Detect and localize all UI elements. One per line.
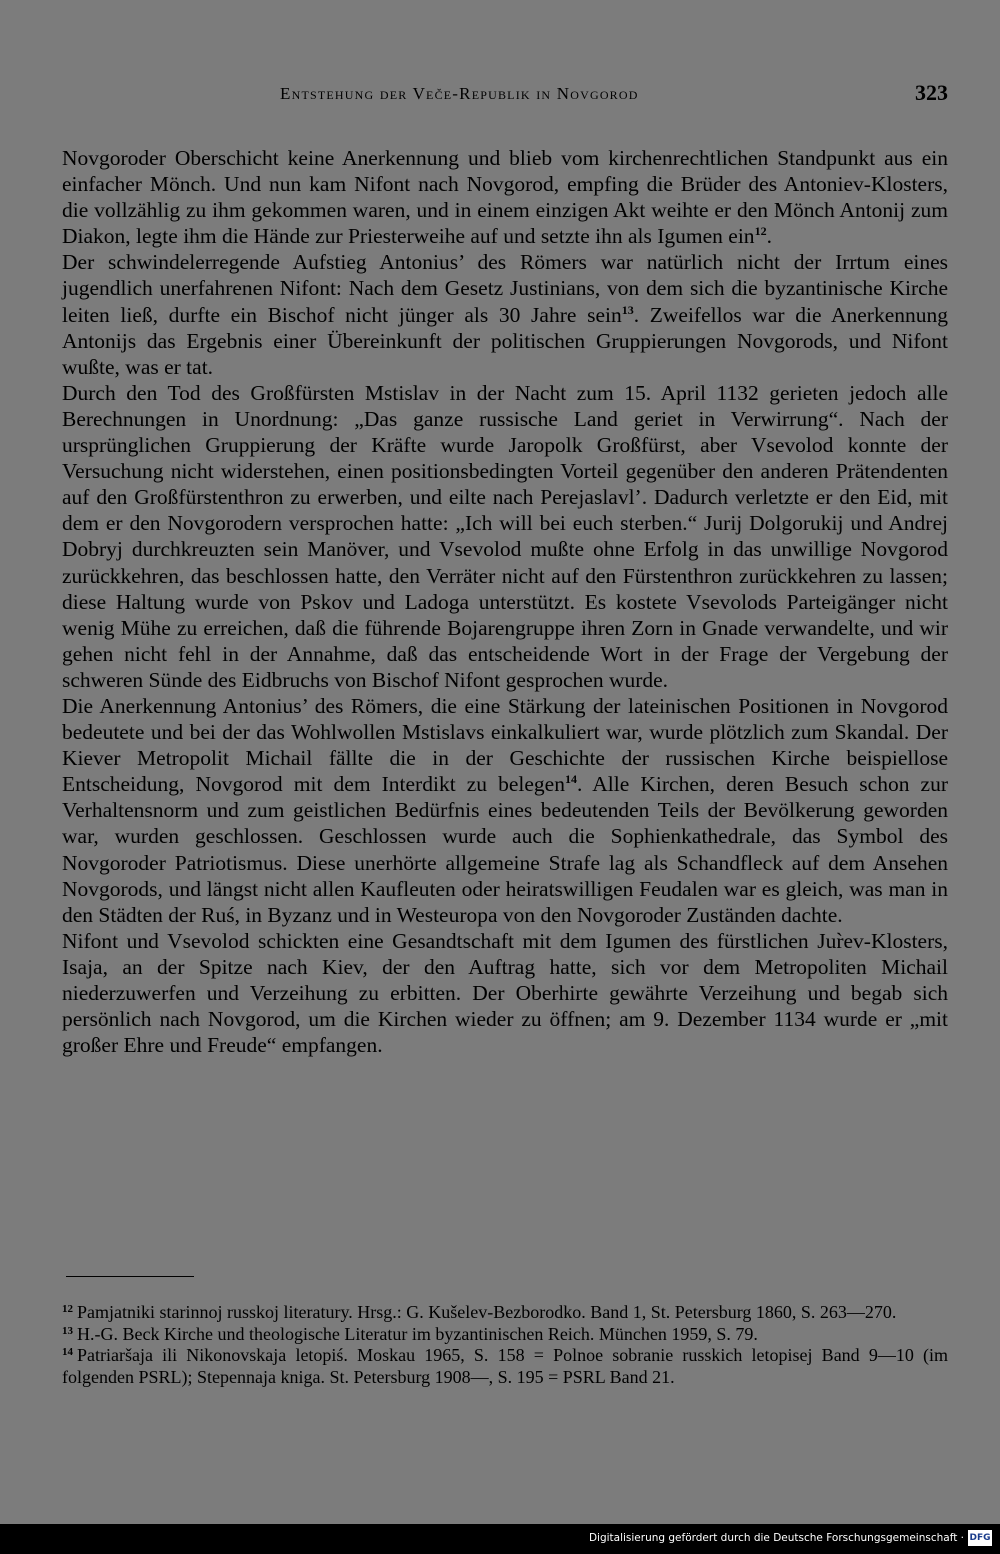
footnote-reference: 13 [621,302,634,317]
page-number: 323 [915,80,948,105]
dfg-logo: DFG [968,1530,992,1546]
footnote-mark: 12 [62,1303,73,1315]
paragraph: Durch den Tod des Großfürsten Mstislav in der Nacht zum 15. April 1132 gerieten jedoch alle Berechnungen in Unordnung: „Das ganze russische Land geriet in Verwirrung“. Nach der ursprünglichen Gruppierung der Kräfte wurde Jaropolk Großfürst, aber Vsevolod konnte der Versuchung nicht widerstehen, einen positionsbedingten Vorteil gegenüber den anderen Prätendenten auf den Großfürstenthron zu erwerben, und eilte nach Perejaslavl’. Dadurch verletzte er den Eid, mit dem er den Novgorodern versprochen hatte: „Ich will bei euch sterben.“ Jurij Dolgorukij und Andrej Dobryj durchkreuzten sein Manöver, und Vsevolod mußte ohne Erfolg in das unwillige Novgorod zurückkehren, das beschlossen hatte, den Verräter nicht auf den Fürstenthron zurückkehren zu lassen; diese Haltung wurde von Pskov und Ladoga unterstützt. Es kostete Vsevolods Parteigänger nicht wenig Mühe zu erreichen, daß die führende Bojarengruppe ihren Zorn in Gnade verwandelte, und wir gehen nicht fehl in der Annahme, daß das entscheidende Wort in der Frage der Vergebung der schweren Sünde des Eidbruchs von Bischof Nifont gesprochen wurde. [62,380,948,692]
footnote-mark: 13 [62,1324,73,1337]
footnote-reference: 12 [754,224,767,239]
paragraph: Novgoroder Oberschicht keine Anerkennung und blieb vom kirchenrechtlichen Standpunkt aus ein einfacher Mönch. Und nun kam Nifont nach Novgorod, empfing die Brüder des Antoniev-Klosters, die vollzählig zu ihm gekommen waren, und in einem einzigen Akt weihte er den Mönch Antonij zum Diakon, legte ihm die Hände zur Priesterweihe auf und setzte ihn als Igumen ein$^{12}$. [62,146,948,249]
paragraph: Nifont und Vsevolod schickten eine Gesandtschaft mit dem Igumen des fürstlichen Jur̀ev-Klosters, Isaja, an der Spitze nach Kiev, der den Auftrag hatte, sich vor dem Metropoliten Michail niederzuwerfen und Verzeihung zu erbitten. Der Oberhirte gewährte Verzeihung und begab sich persönlich nach Novgorod, um die Kirchen wieder zu öffnen; am 9. Dezember 1134 wurde er „mit großer Ehre und Freude“ empfangen. [62,928,948,1058]
footnote-separator [66,1276,194,1277]
footnote-reference: 14 [564,772,577,787]
page-header [62,80,948,114]
footnote: $^{13}$ H.-G. Beck Kirche und theologische Literatur im byzantinischen Reich. München 1959, S. 79. [62,1323,758,1344]
paragraph: Der schwindelerregende Aufstieg Antonius’ des Römers war natürlich nicht der Irrtum eines jugendlich unerfahrenen Nifont: Nach dem Gesetz Justinians, von dem sich die byzantinische Kirche leiten ließ, durfte ein Bischof nicht jünger als 30 Jahre sein$^{13}$. Zweifellos war die Anerkennung Antonijs das Ergebnis einer Übereinkunft der politischen Gruppierungen Novgorods, und Nifont wußte, was er tat. [62,250,948,379]
digitization-credit-bar [0,1524,1000,1554]
footnote-mark: 14 [62,1346,73,1358]
footnotes [62,1302,948,1388]
running-title: Entstehung der Veče-Republik in Novgorod [280,84,639,103]
footnote: $^{14}$ Patriaršaja ili Nikonovskaja letopiś. Moskau 1965, S. 158 = Polnoe sobranie russkich letopisej Band 9—10 (im folgenden PSRL); Stepennaja kniga. St. Petersburg 1908—, S. 195 = PSRL Band 21. [62,1345,948,1387]
footnote: $^{12}$ Pamjatniki starinnoj russkoj literatury. Hrsg.: G. Kušelev-Bezborodko. Band 1, St. Petersburg 1860, S. 263—270. [62,1302,897,1322]
main-text [62,145,948,1058]
paragraph: Die Anerkennung Antonius’ des Römers, die eine Stärkung der lateinischen Positionen in Novgorod bedeutete und bei der das Wohlwollen Mstislavs einkalkuliert war, wurde plötzlich zum Skandal. Der Kiever Metropolit Michail fällte die in der Geschichte der russischen Kirche beispiellose Entscheidung, Novgorod mit dem Interdikt zu belegen$^{14}$. Alle Kirchen, deren Besuch schon zur Verhaltensnorm und zum geistlichen Bedürfnis eines bedeutenden Teils der Bevölkerung geworden war, wurden geschlossen. Geschlossen wurde auch die Sophienkathedrale, das Symbol des Novgoroder Patriotismus. Diese unerhörte allgemeine Strafe lag als Schandfleck auf dem Ansehen Novgorods, und längst nicht allen Kaufleuten oder heiratswilligen Feudalen war es gleich, was man in den Städten der Ruś, in Byzanz und in Westeuropa von den Novgoroder Zuständen dachte. [62,693,948,927]
digitization-credit: Digitalisierung gefördert durch die Deutsche Forschungsgemeinschaft · [588,1532,964,1544]
